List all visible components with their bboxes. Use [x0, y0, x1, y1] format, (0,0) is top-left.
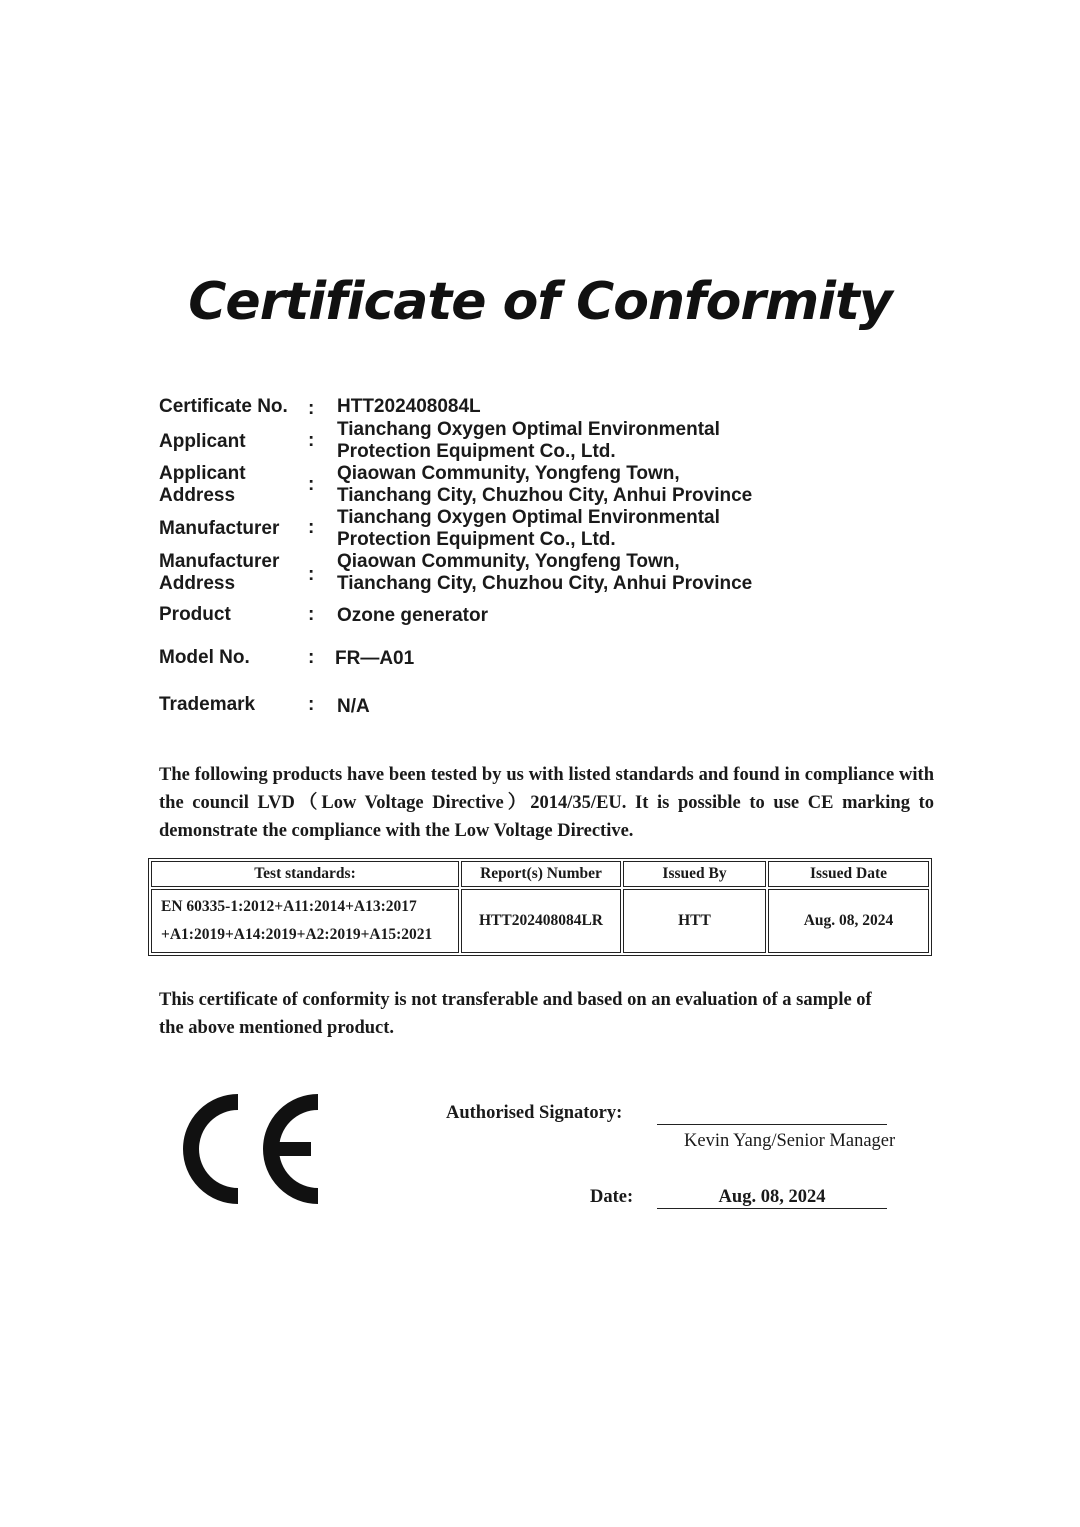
- field-colon: :: [308, 474, 315, 495]
- field-label-product: Product: [159, 604, 231, 625]
- signatory-label: Authorised Signatory:: [446, 1103, 623, 1123]
- table-cell-issued-by: HTT: [623, 889, 766, 953]
- field-value-applicant-address: Qiaowan Community, Yongfeng Town, Tianchang City, Chuzhou City, Anhui Province: [337, 463, 753, 506]
- ce-mark-e-bar: [275, 1142, 311, 1156]
- field-colon: :: [308, 517, 315, 538]
- signature-line: [657, 1124, 887, 1125]
- date-line: [657, 1208, 887, 1209]
- field-value-manufacturer-address: Qiaowan Community, Yongfeng Town, Tianchang City, Chuzhou City, Anhui Province: [337, 551, 753, 594]
- date-label: Date:: [590, 1187, 634, 1207]
- field-value-model-no: FR—A01: [335, 648, 415, 669]
- table-cell-report-number: HTT202408084LR: [461, 889, 621, 953]
- field-colon: :: [308, 564, 315, 585]
- table-header-cell: Issued Date: [768, 861, 929, 887]
- table-row: [151, 889, 929, 953]
- field-label-certificate-no: Certificate No.: [159, 396, 288, 417]
- field-value-certificate-no: HTT202408084L: [337, 396, 481, 417]
- field-value-manufacturer: Tianchang Oxygen Optimal Environmental Protection Equipment Co., Ltd.: [337, 507, 720, 550]
- field-value-product: Ozone generator: [337, 605, 488, 626]
- standards-table: [148, 858, 932, 956]
- ce-mark-logo: [183, 1094, 323, 1204]
- field-label-model-no: Model No.: [159, 647, 250, 668]
- field-colon: :: [308, 604, 315, 625]
- compliance-statement: The following products have been tested by us with listed standards and found in compliance with the council LVD（Low Voltage Directive）2014/35/EU. It is possible to use CE marking to demonstrate the compliance with the Low Voltage Directive.: [159, 765, 934, 841]
- table-cell-issued-date: Aug. 08, 2024: [768, 889, 929, 953]
- field-label-manufacturer: Manufacturer: [159, 518, 280, 539]
- table-header-row: [151, 861, 929, 887]
- table-header-cell: Issued By: [623, 861, 766, 887]
- field-colon: :: [308, 398, 315, 419]
- signatory-name: Kevin Yang/Senior Manager: [684, 1131, 896, 1151]
- table-header-cell: Report(s) Number: [461, 861, 621, 887]
- field-colon: :: [308, 694, 315, 715]
- field-label-manufacturer-address: Manufacturer Address: [159, 551, 280, 594]
- field-value-applicant: Tianchang Oxygen Optimal Environmental Protection Equipment Co., Ltd.: [337, 419, 720, 462]
- field-value-trademark: N/A: [337, 696, 370, 717]
- field-colon: :: [308, 647, 315, 668]
- table-cell-standards: EN 60335-1:2012+A11:2014+A13:2017 +A1:2019+A14:2019+A2:2019+A15:2021: [151, 889, 459, 953]
- date-value: Aug. 08, 2024: [718, 1187, 826, 1207]
- field-colon: :: [308, 430, 315, 451]
- disclaimer-statement: This certificate of conformity is not transferable and based on an evaluation of a sample of the above mentioned product.: [159, 990, 872, 1038]
- field-label-applicant: Applicant: [159, 431, 246, 452]
- table-header-cell: Test standards:: [151, 861, 459, 887]
- page-title: Certificate of Conformity: [188, 272, 892, 332]
- ce-mark-c-shape: [191, 1102, 238, 1196]
- field-label-applicant-address: Applicant Address: [159, 463, 246, 506]
- field-label-trademark: Trademark: [159, 694, 256, 715]
